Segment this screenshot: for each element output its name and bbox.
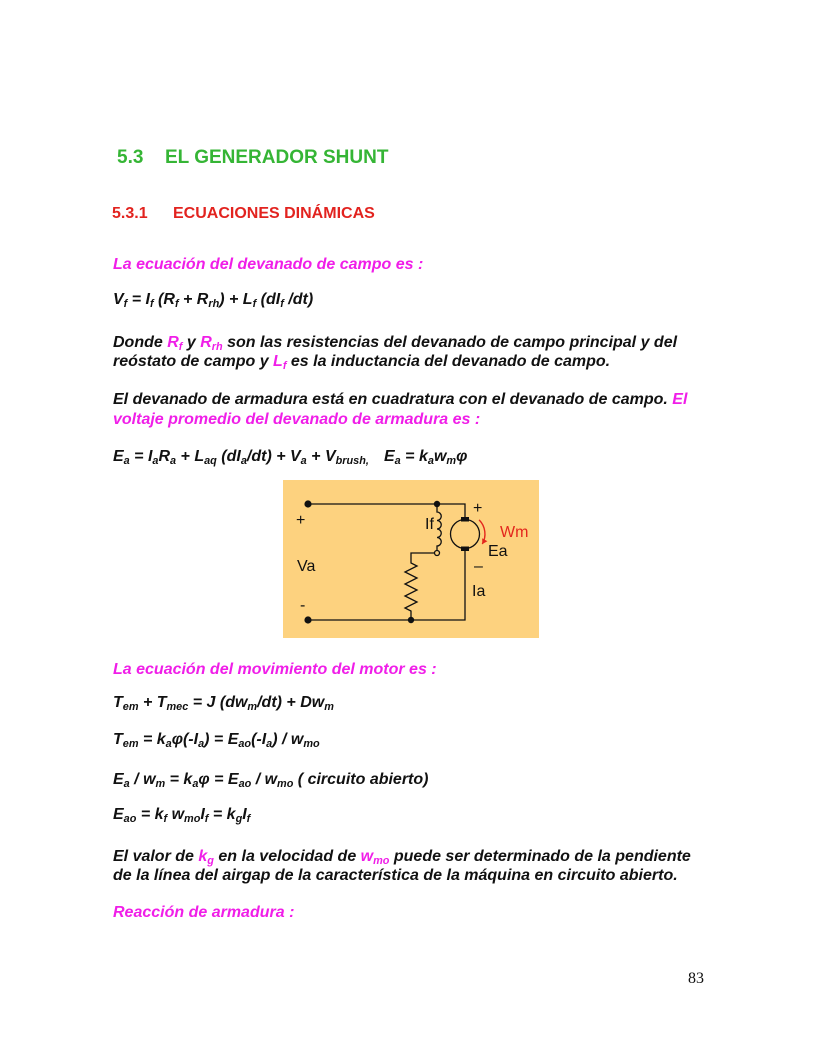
subscript: m	[247, 701, 258, 714]
subscript: em	[122, 738, 139, 751]
subscript: f	[149, 298, 154, 311]
open-circuit-emf-equation: $E_{ao} = k_f$ $w_{mo}I_f = k_gI_f$	[113, 806, 251, 826]
armature-reaction-heading: Reacción de armadura :	[113, 904, 295, 921]
subscript: f	[163, 813, 168, 826]
highlighted-text: voltaje promedio del devanado de armadura es :	[113, 411, 481, 428]
highlighted-text: k	[198, 848, 208, 865]
section-title: EL GENERADOR SHUNT	[165, 147, 389, 168]
subscript: a	[394, 455, 401, 468]
motion-equation-intro: La ecuación del movimiento del motor es :	[113, 661, 437, 678]
subscript: brush,	[335, 455, 369, 468]
va-plus-label: +	[296, 512, 306, 529]
junction-dot-coil	[434, 501, 440, 507]
field-description-paragraph	[113, 333, 677, 371]
armature-description-paragraph	[113, 390, 687, 430]
subscript: f	[123, 298, 128, 311]
paragraph-line: Donde $R_f$ y $R_{rh}$ son las resistencias del devanado de campo principal y del	[113, 334, 678, 354]
electromagnetic-torque-equation: $T_{em} = k_a\varphi(-I_a) = E_{ao}(-I_a) / w_{mo}$	[113, 731, 320, 751]
subscript: f	[246, 813, 251, 826]
subscript: a	[123, 455, 130, 468]
bottom-wire	[308, 551, 465, 620]
subscript: mo	[303, 738, 320, 751]
va-label: Va	[297, 558, 316, 575]
subscript: a	[152, 455, 159, 468]
subscript: f	[280, 298, 284, 311]
field-coil-terminal	[435, 551, 440, 556]
subsection-number: 5.3.1	[112, 205, 148, 222]
subscript: a	[165, 738, 172, 751]
subscript: em	[122, 701, 139, 714]
armature-voltage-equation: $E_a = I_aR_a + L_{aq}$ $(dI_a/dt) + V_a + V_{brush,}$	[113, 448, 369, 468]
paragraph-line	[113, 410, 687, 430]
armature-circle	[451, 520, 480, 549]
subscript: f	[282, 360, 287, 373]
subscript: m	[324, 701, 334, 714]
subscript: aq	[204, 455, 217, 468]
page-number: 83	[688, 970, 704, 987]
subscript: f	[174, 298, 179, 311]
highlighted-text: El	[672, 391, 688, 408]
subscript: m	[155, 778, 166, 791]
subsection-heading	[112, 204, 375, 223]
subscript: a	[300, 455, 307, 468]
junction-dot-rheostat	[408, 617, 414, 623]
circuit-svg	[283, 480, 539, 638]
subscript: ao	[238, 738, 252, 751]
subscript: g	[235, 813, 243, 826]
subscript: g	[207, 855, 214, 868]
paragraph-line: El valor de $k_g$ en la velocidad de $w_{mo}$ puede ser determinado de la pendiente	[113, 848, 691, 868]
ea-plus-label: +	[473, 500, 483, 517]
paragraph-line: de la línea del airgap de la característica de la máquina en circuito abierto.	[113, 867, 678, 884]
terminal-dot-top-left	[304, 500, 311, 507]
subscript: a	[123, 778, 130, 791]
speed-label: Wm	[500, 524, 529, 541]
terminal-dot-bottom-left	[304, 616, 311, 623]
subscript: ao	[123, 813, 137, 826]
field-voltage-equation: $V_f = I_f$ $(R_f + R_{rh}) + L_f$ ($dI_f$ /dt)	[113, 291, 314, 311]
armature-current-label: Ia	[472, 583, 486, 600]
field-current-label: If	[425, 516, 434, 533]
brush-bottom	[461, 547, 469, 552]
open-circuit-ratio-equation: $E_a / w_m = k_a\varphi = E_{ao} / w_{mo}$ ( circuito abierto)	[113, 771, 429, 791]
subscript: mo	[373, 855, 390, 868]
subscript: a	[240, 455, 247, 468]
subscript: rh	[211, 341, 223, 354]
section-number: 5.3	[117, 147, 144, 168]
subscript: f	[252, 298, 257, 311]
subscript: a	[192, 778, 199, 791]
subscript: mo	[184, 813, 201, 826]
highlighted-text: L	[273, 353, 283, 370]
field-rheostat	[405, 553, 435, 620]
highlighted-text: R	[200, 334, 212, 351]
subscript: f	[204, 813, 209, 826]
subscript: ao	[238, 778, 252, 791]
ea-label: Ea	[488, 543, 508, 560]
field-equation-intro: La ecuación del devanado de campo es :	[113, 256, 424, 273]
subscript: mo	[277, 778, 294, 791]
torque-balance-equation: $T_{em} + T_{mec} = J$ $(dw_m/dt) + Dw_m$	[113, 694, 334, 714]
paragraph-line: reóstato de campo y $L_f$ es la inductancia del devanado de campo.	[113, 353, 611, 373]
subscript: a	[198, 738, 205, 751]
va-minus-label: -	[300, 597, 306, 614]
field-coil	[437, 504, 441, 551]
subscript: rh	[208, 298, 220, 311]
subsection-title: ECUACIONES DINÁMICAS	[173, 205, 375, 222]
subscript: a	[266, 738, 273, 751]
subscript: mec	[166, 701, 189, 714]
highlighted-text: R	[167, 334, 179, 351]
section-heading	[117, 146, 388, 169]
subscript: a	[170, 455, 177, 468]
shunt-generator-circuit-diagram	[283, 480, 539, 638]
subscript: a	[427, 455, 434, 468]
subscript: f	[178, 341, 183, 354]
kg-note-paragraph	[113, 847, 691, 885]
armature-emf-equation: $E_a = k_aw_m\varphi$	[384, 448, 468, 468]
subscript: m	[446, 455, 457, 468]
ea-minus-label: –	[474, 558, 483, 575]
paragraph-line: El devanado de armadura está en cuadratura con el devanado de campo. El	[113, 391, 688, 408]
brush-top	[461, 517, 469, 522]
highlighted-text: w	[360, 848, 374, 865]
